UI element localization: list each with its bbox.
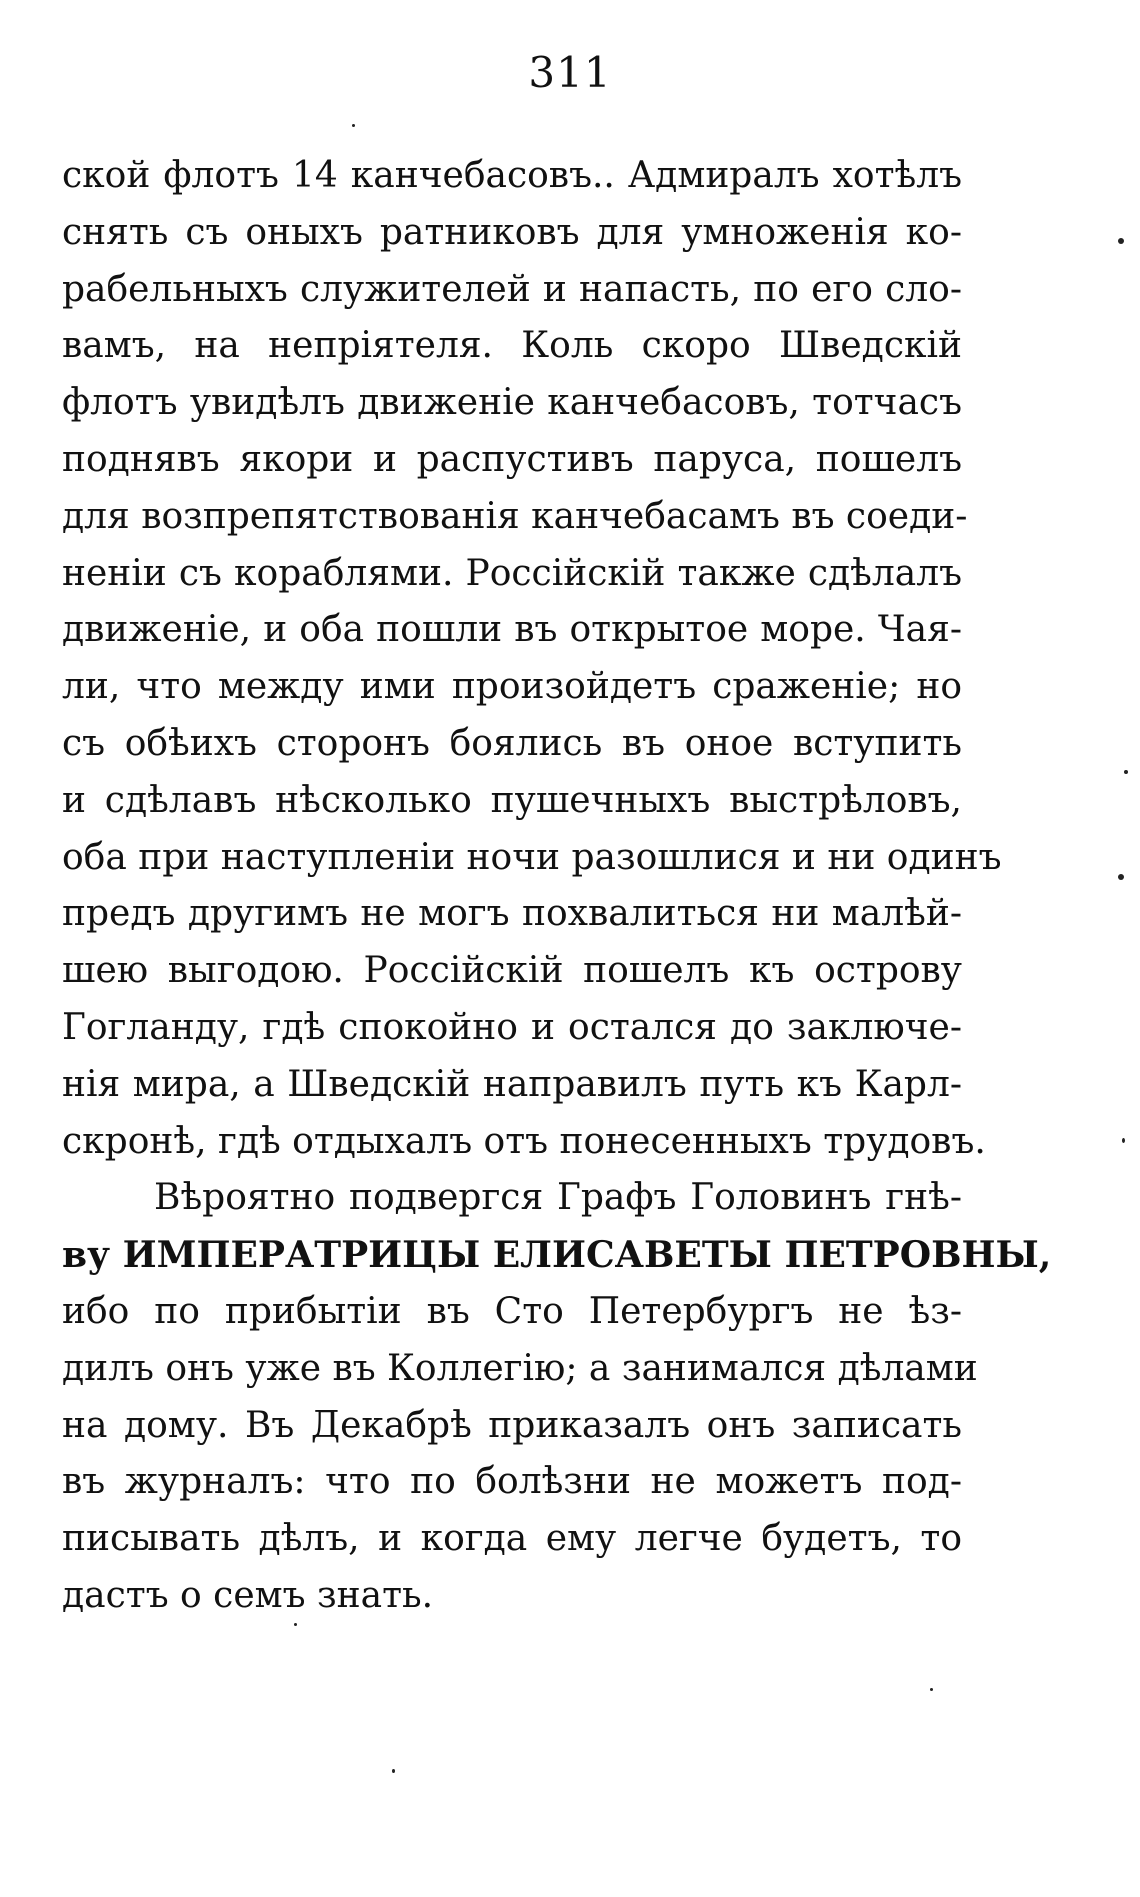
print-speck xyxy=(1124,770,1128,774)
print-speck xyxy=(392,1769,395,1773)
text-line: дилъ онъ уже въ Коллегію; а занимался дѣлами xyxy=(62,1347,978,1389)
text-line: поднявъ якори и распустивъ паруса, пошелъ xyxy=(62,438,962,480)
print-speck xyxy=(930,1688,933,1691)
print-speck xyxy=(352,124,355,127)
text-line: флотъ увидѣлъ движеніе канчебасовъ, тотчасъ xyxy=(62,382,962,424)
text-line: Гогланду, гдѣ спокойно и остался до заключе- xyxy=(62,1006,962,1048)
text-line: ибо по прибытіи въ Сто Петербургъ не ѣз- xyxy=(62,1290,962,1332)
print-speck xyxy=(1122,1138,1125,1143)
text-line: снять съ оныхъ ратниковъ для умноженія ко- xyxy=(62,211,962,253)
text-line: нія мира, а Шведскій направилъ путь къ Карл- xyxy=(62,1063,962,1105)
body-text xyxy=(62,148,1052,1625)
text-line: ской флотъ 14 канчебасовъ.. Адмиралъ хотѣлъ xyxy=(62,155,962,196)
text-line: предъ другимъ не могъ похвалиться ни малѣй- xyxy=(62,893,962,935)
text-line: ву ИМПЕРАТРИЦЫ ЕЛИСАВЕТЫ ПЕТРОВНЫ, xyxy=(62,1234,1052,1277)
text-line: скронѣ, гдѣ отдыхалъ отъ понесенныхъ трудовъ. xyxy=(62,1120,986,1162)
text-line: вамъ, на непріятеля. Коль скоро Шведскій xyxy=(62,325,962,367)
text-line: рабельныхъ служителей и напасть, по его сло- xyxy=(62,268,962,310)
print-speck xyxy=(1118,874,1124,880)
text-line: на дому. Въ Декабрѣ приказалъ онъ записать xyxy=(62,1404,962,1446)
text-line: ли, что между ими произойдетъ сраженіе; но xyxy=(62,666,962,708)
text-line: шею выгодою. Россійскій пошелъ къ острову xyxy=(62,950,962,992)
text-line: неніи съ кораблями. Россійскій также сдѣлалъ xyxy=(62,552,962,594)
text-line: въ журналъ: что по болѣзни не можетъ под- xyxy=(62,1461,962,1503)
text-line: съ обѣихъ сторонъ боялись въ оное вступить xyxy=(62,722,962,764)
text-line: писывать дѣлъ, и когда ему легче будетъ, то xyxy=(62,1518,962,1560)
paragraph-first-line: Вѣроятно подвергся Графъ Головинъ гнѣ- xyxy=(154,1177,962,1219)
text-line: оба при наступленіи ночи разошлися и ни одинъ xyxy=(62,836,1002,878)
page-number: 311 xyxy=(528,48,612,97)
text-line: для возпрепятствованія канчебасамъ въ соеди- xyxy=(62,495,968,537)
print-speck xyxy=(1118,238,1124,244)
paragraph-last-line: дастъ о семъ знать. xyxy=(62,1574,434,1616)
text-line: и сдѣлавъ нѣсколько пушечныхъ выстрѣловъ, xyxy=(62,779,962,821)
print-speck xyxy=(294,1623,297,1626)
text-line: движеніе, и оба пошли въ открытое море. Чая- xyxy=(62,609,962,651)
